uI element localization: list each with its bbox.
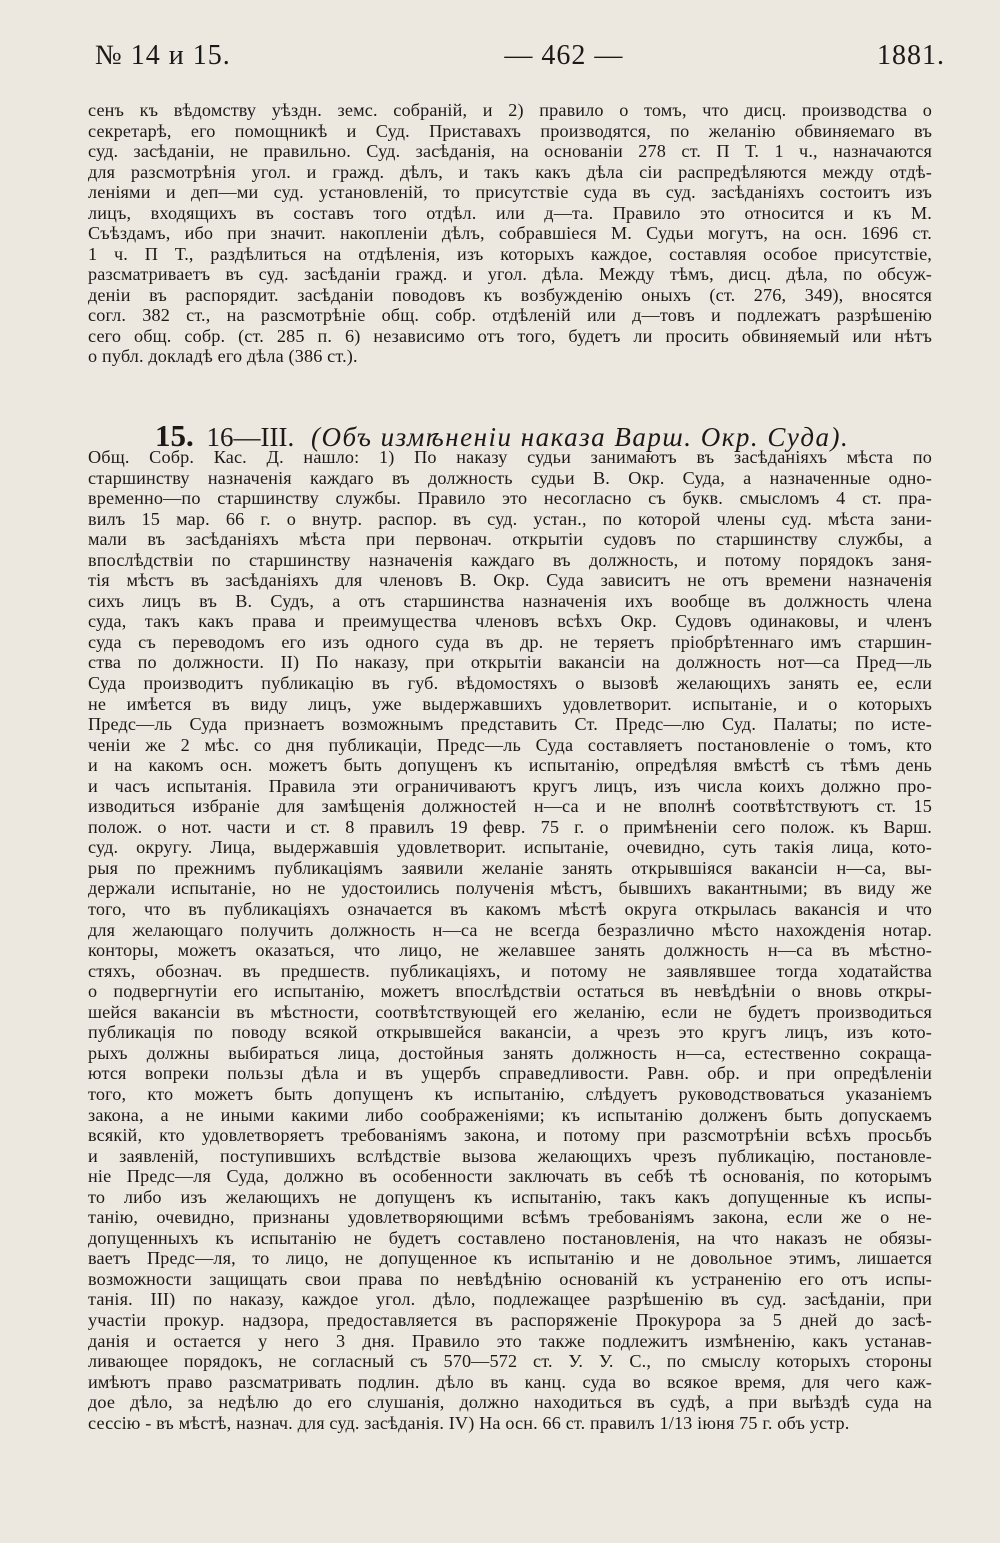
text-line: конторы, можетъ оказаться, что лицо, не желавшее занять должность н—са въ мѣстно- [88, 940, 932, 961]
text-line: разсматриваетъ въ суд. засѣданіи гражд. и угол. дѣла. Между тѣмъ, дисц. дѣла, по обсуж- [88, 264, 932, 284]
text-line: старшинству назначенія каждаго въ должность судьи В. Окр. Суда, а назначенные одно- [88, 467, 932, 488]
paragraph-main [88, 447, 932, 1433]
text-line: и часъ испытанія. Правила эти ограничиваютъ кругъ лицъ, изъ числа коихъ должно про- [88, 775, 932, 796]
text-line: деніи въ распорядит. засѣданіи поводовъ къ возбужденію оныхъ (ст. 276, 349), вносятся [88, 284, 932, 305]
text-line: суд. засѣданіи, не правильно. Суд. засѣданія, на основаніи 278 ст. П Т. 1 ч., назначаются [88, 141, 932, 161]
text-line: того, что въ публикаціяхъ означается въ какомъ мѣстѣ округа открылась вакансія и что [88, 899, 932, 920]
text-line: тія мѣстъ въ засѣданіяхъ для членовъ В. Окр. Суда зависитъ не отъ времени назначенія [88, 570, 932, 591]
text-line: 1 ч. П Т., раздѣлиться на отдѣленія, изъ которыхъ каждое, составляя особое присутствіе, [88, 243, 932, 264]
text-line: танію, очевидно, признаны удовлетворяющими всѣмъ требованіямъ закона, если же о не- [88, 1207, 932, 1228]
running-header [95, 40, 945, 80]
text-line: ливающее порядокъ, не согласный съ 570—572 ст. У. У. С., по смыслу которыхъ стороны [88, 1351, 932, 1372]
section-date: 16—III. [206, 422, 295, 452]
text-line: ченіи же 2 мѣс. со дня публикаціи, Предс—ль Суда составляетъ постановленіе о томъ, кто [88, 734, 932, 755]
section-number: 15. [155, 418, 194, 453]
text-line: то либо изъ желающихъ не допущенъ къ испытанію, такъ какъ допущенные къ испы- [88, 1186, 932, 1207]
text-line: Предс—ль Суда признаетъ возможнымъ представить Ст. Предс—лю Суд. Палаты; по исте- [88, 714, 932, 735]
text-line: суда, такъ какъ права и преимущества членовъ всѣхъ Окр. Судовъ одинаковы, и членъ [88, 611, 932, 632]
text-line: временно—по старшинству службы. Правило это несогласно съ букв. смысломъ 4 ст. пра- [88, 488, 932, 509]
text-line: танія. III) по наказу, каждое угол. дѣло, подлежащее разрѣшенію въ суд. засѣданіи, при [88, 1289, 932, 1310]
issue-number: № 14 и 15. [95, 40, 231, 71]
text-line: участіи прокур. надзора, предоставляется въ распоряженіе Прокурора за 5 дней до засѣ- [88, 1309, 932, 1330]
text-line: рыя по прежнимъ публикаціямъ заявили желаніе занять открывшіяся вакансіи н—са, вы- [88, 857, 932, 878]
text-line: имѣютъ право разсматривать подлин. дѣло въ канц. суда во всякое время, для чего каж- [88, 1371, 932, 1392]
text-line: сихъ лицъ въ В. Судъ, а отъ старшинства назначенія ихъ вообще въ должность члена [88, 590, 932, 611]
text-line: Суда производитъ публикацію въ губ. вѣдомостяхъ о вызовѣ желающихъ занять ее, если [88, 673, 932, 694]
text-line: дое дѣло, за недѣлю до его слушанія, должно находиться въ судѣ, а при выѣздѣ суда на [88, 1392, 932, 1413]
text-line: всякій, кто удовлетворяетъ требованіямъ закона, и потому при разсмотрѣніи всѣхъ просьбъ [88, 1125, 932, 1146]
paragraph-continuation [88, 100, 932, 367]
text-line: Съѣздамъ, ибо при значит. накопленіи дѣлъ, собравшіеся М. Судьи могутъ, на осн. 1696 ст. [88, 223, 932, 243]
text-line: того, кто можетъ быть допущенъ къ испытанію, слѣдуетъ руководствоваться указаніемъ [88, 1083, 932, 1104]
year: 1881. [876, 40, 945, 71]
text-line: закона, а не иными какими либо соображеніями; къ испытанію долженъ быть допускаемъ [88, 1104, 932, 1125]
page-number: — 462 — [504, 40, 624, 71]
text-line: изводиться избраніе для замѣщенія должностей н—са и не вполнѣ соотвѣтствуютъ ст. 15 [88, 796, 932, 817]
text-line: сего общ. собр. (ст. 285 п. 6) независимо отъ того, будетъ ли просить обвиняемый или нѣтъ [88, 325, 932, 346]
text-line: секретарѣ, его помощникѣ и Суд. Приставахъ производятся, по желанію обвиняемаго въ [88, 120, 932, 141]
text-line: суд. округу. Лица, выдержавшія удовлетворит. испытаніе, очевидно, суть такія лица, кото- [88, 837, 932, 858]
text-line: лицъ, входящихъ въ составъ того отдѣл. или д—та. Правило это относится и къ М. [88, 202, 932, 223]
text-line: полож. о нот. части и ст. 8 правилъ 19 февр. 75 г. о примѣненіи сего полож. къ Варш. [88, 816, 932, 837]
text-line: для желающаго получить должность н—са не всегда безразлично мѣсто нахожденія нотар. [88, 919, 932, 940]
text-line: сессію - въ мѣстѣ, назнач. для суд. засѣданія. IV) На осн. 66 ст. правилъ 1/13 іюня 75 г. объ устр. [88, 1412, 850, 1433]
text-line: о публ. докладѣ его дѣла (386 ст.). [88, 346, 358, 366]
text-line: ства по должности. II) По наказу, при открытіи вакансіи на должность нот—са Пред—ль [88, 652, 932, 673]
text-line: для разсмотрѣнія угол. и гражд. дѣлъ, и такъ какъ дѣла сіи распредѣляются между отдѣ- [88, 161, 932, 182]
text-line: ваетъ Предс—ля, то лицо, не допущенное къ испытанію и не довольное этимъ, лишается [88, 1248, 932, 1269]
text-line: шейся вакансіи въ мѣстности, соотвѣтствующей его желанію, если не будетъ производиться [88, 1001, 932, 1022]
text-line: леніями и деп—ми суд. установленій, то присутствіе суда въ суд. засѣданіяхъ состоитъ изъ [88, 182, 932, 202]
text-line: согл. 382 ст., на разсмотрѣніе общ. собр. отдѣленій или д—товъ и подлежатъ разрѣшенію [88, 305, 932, 325]
text-line: сенъ къ вѣдомству уѣздн. земс. собраній, и 2) правило о томъ, что дисц. производства о [88, 100, 932, 120]
text-line: и на какомъ осн. можетъ быть допущенъ къ испытанію, опредѣляя вмѣстѣ съ тѣмъ день [88, 755, 932, 776]
text-line: стяхъ, обознач. въ предшеств. публикаціяхъ, и потому не заявлявшее тогда ходатайства [88, 960, 932, 981]
text-line: вилъ 15 мар. 66 г. о внутр. распор. въ суд. устан., по которой члены суд. мѣста зани- [88, 508, 932, 529]
text-line: публикація по поводу всякой открывшейся вакансіи, а чрезъ это кругъ лицъ, изъ кото- [88, 1022, 932, 1043]
text-line: мали въ засѣданіяхъ мѣста при первонач. открытіи судовъ по старшинству службы, а [88, 529, 932, 550]
text-line: возможности защищать свои права по невѣдѣнію основаній къ устраненію его отъ испы- [88, 1268, 932, 1289]
text-line: и заявленій, поступившихъ вслѣдствіе вызова желающихъ чрезъ публикацію, постановле- [88, 1145, 932, 1166]
text-line: не имѣется въ виду лицъ, уже выдержавшихъ удовлетворит. испытаніе, и о которыхъ [88, 693, 932, 714]
text-line: ются вопреки пользы дѣла и въ ущербъ справедливости. Равн. обр. и при опредѣленіи [88, 1063, 932, 1084]
text-line: впослѣдствіи по старшинству назначенія каждаго въ должность, и потому порядокъ заня- [88, 549, 932, 570]
text-line: данія и остается у него 3 дня. Правило это также подлежитъ измѣненію, какъ устанав- [88, 1330, 932, 1351]
text-line: рыхъ должны выбираться лица, достойныя занять должность н—са, естественно сокраща- [88, 1042, 932, 1063]
text-line: держали испытаніе, но не удостоились полученія мѣстъ, бывшихъ вакантными; въ виду же [88, 878, 932, 899]
text-line: допущенныхъ къ испытанію не будетъ составлено постановленія, на что наказъ не обязы- [88, 1227, 932, 1248]
text-line: Общ. Собр. Кас. Д. нашло: 1) По наказу судьи занимаютъ въ засѣданіяхъ мѣста по [88, 447, 932, 467]
section-title: (Объ измѣненіи наказа Варш. Окр. Суда). [310, 422, 850, 452]
text-line: ніе Предс—ля Суда, должно въ особенности заключать въ себѣ тѣ основанія, по которымъ [88, 1166, 932, 1187]
text-line: о подвергнутіи его испытанію, можетъ впослѣдствіи остаться въ невѣдѣніи о вновь откры- [88, 981, 932, 1002]
text-line: суда съ переводомъ его изъ одного суда въ др. не теряетъ пріобрѣтеннаго имъ старшин- [88, 631, 932, 652]
